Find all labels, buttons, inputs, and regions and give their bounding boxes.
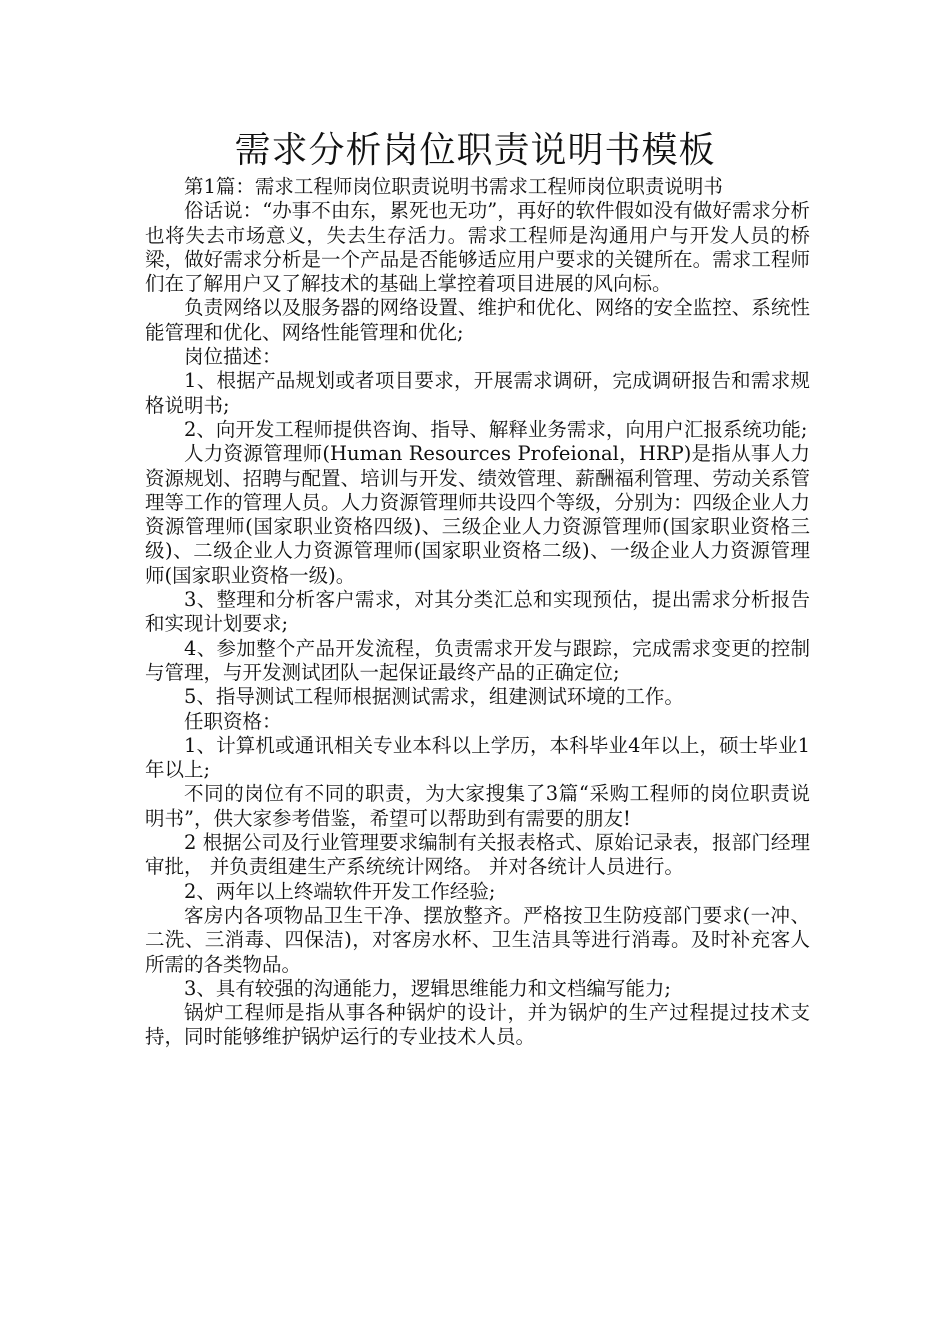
paragraph: 4、参加整个产品开发流程，负责需求开发与跟踪，完成需求变更的控制与管理，与开发测试团队一起保证最终产品的正确定位; [145, 636, 810, 684]
paragraph: 人力资源管理师(Human Resources Profeional，HRP)是指从事人力资源规划、招聘与配置、培训与开发、绩效管理、薪酬福利管理、劳动关系管理等工作的管理人员。人力资源管理师共设四个等级，分别为：四级企业人力资源管理师(国家职业资格四级)、三级企业人力资源管理师(国家职业资格三级)、二级企业人力资源管理师(国家职业资格二级)、一级企业人力资源管理师(国家职业资格一级)。 [145, 442, 810, 587]
paragraph: 1、计算机或通讯相关专业本科以上学历，本科毕业4年以上，硕士毕业1年以上; [145, 733, 810, 782]
paragraph: 任职资格： [184, 709, 282, 733]
paragraph: 锅炉工程师是指从事各种锅炉的设计，并为锅炉的生产过程提过技术支持，同时能够维护锅炉运行的专业技术人员。 [145, 1001, 810, 1049]
document-body [145, 175, 810, 1050]
paragraph: 俗话说：“办事不由东，累死也无功”，再好的软件假如没有做好需求分析也将失去市场意义，失去生存活力。需求工程师是沟通用户与开发人员的桥梁，做好需求分析是一个产品是否能够适应用户要求的关键所在。需求工程师们在了解用户又了解技术的基础上掌控着项目进展的风向标。 [145, 199, 810, 296]
paragraph: 2、两年以上终端软件开发工作经验; [184, 879, 496, 903]
paragraph: 3、具有较强的沟通能力，逻辑思维能力和文档编写能力; [184, 976, 671, 1000]
paragraph: 不同的岗位有不同的职责，为大家搜集了3篇“采购工程师的岗位职责说明书”，供大家参考借鉴，希望可以帮助到有需要的朋友! [145, 782, 810, 830]
paragraph: 负责网络以及服务器的网络设置、维护和优化、网络的安全监控、系统性能管理和优化、网络性能管理和优化; [145, 296, 810, 344]
paragraph: 2、向开发工程师提供咨询、指导、解释业务需求，向用户汇报系统功能; [184, 417, 808, 441]
paragraph: 5、指导测试工程师根据测试需求，组建测试环境的工作。 [184, 685, 684, 709]
paragraph: 3、整理和分析客户需求，对其分类汇总和实现预估，提出需求分析报告和实现计划要求; [145, 588, 810, 636]
paragraph: 岗位描述： [184, 345, 282, 369]
document-title: 需求分析岗位职责说明书模板 [234, 130, 716, 171]
paragraph: 第1篇：需求工程师岗位职责说明书需求工程师岗位职责说明书 [184, 175, 723, 198]
paragraph: 客房内各项物品卫生干净、摆放整齐。严格按卫生防疫部门要求(一冲、二洗、三消毒、四保洁)，对客房水杯、卫生洁具等进行消毒。及时补充客人所需的各类物品。 [145, 903, 810, 976]
paragraph: 1、根据产品规划或者项目要求，开展需求调研，完成调研报告和需求规格说明书; [145, 369, 810, 417]
paragraph: 2 根据公司及行业管理要求编制有关报表格式、原始记录表，报部门经理审批， 并负责组建生产系统统计网络。 并对各统计人员进行。 [145, 831, 810, 879]
